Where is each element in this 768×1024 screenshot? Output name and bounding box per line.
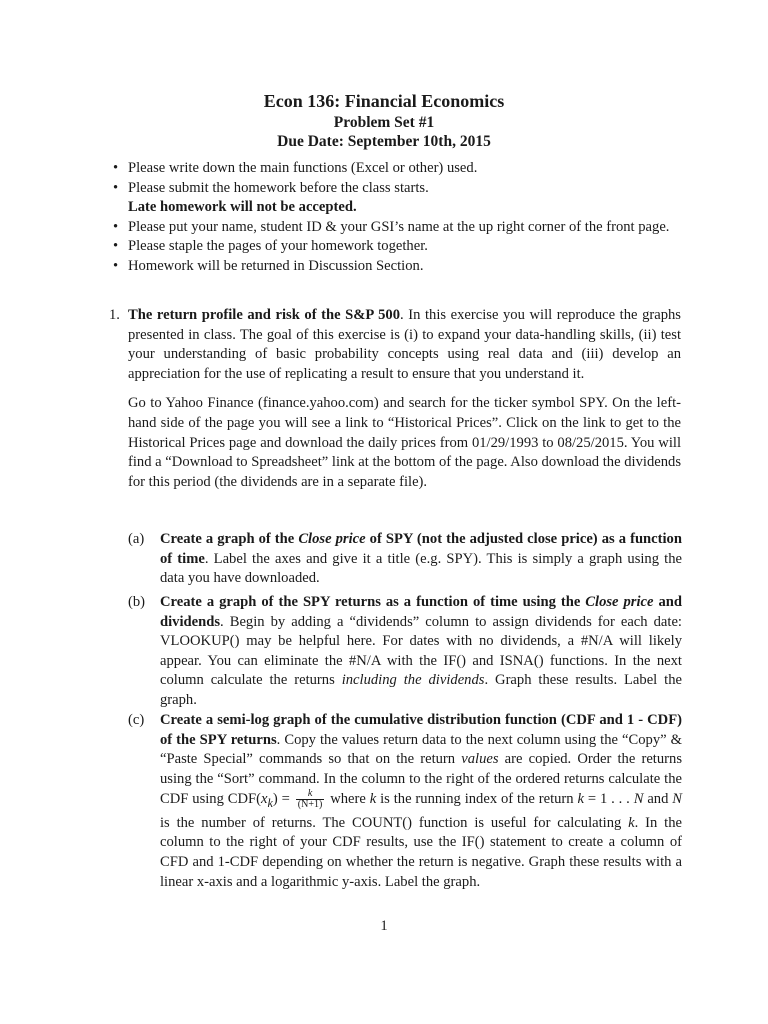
- due-date: Due Date: September 10th, 2015: [277, 133, 491, 150]
- cdf-fraction: $\frac{k}{(N+1)}$: [297, 788, 323, 811]
- part-a-body: Create a graph of the Close price of SPY (not the adjusted close price) as a function of time. Label the axes and give it a title (e.g. SPY). This is simply a graph using the data you have downloaded.: [160, 531, 682, 587]
- bullet-icon: •: [113, 179, 119, 196]
- bullet-icon: •: [113, 160, 119, 176]
- late-homework-warning: Late homework will not be accepted.: [128, 199, 357, 216]
- course-title: Econ 136: Financial Economics: [263, 91, 505, 111]
- instructions-list: [109, 159, 684, 277]
- part-b-body: Create a graph of the SPY returns as a function of time using the Close price and dividends. Begin by adding a “dividends” column to assign dividends for each date: VLOOKUP() may be helpful here. For dates with no dividends, a #N/A will likely appear. You can eliminate the #N/A with the IF() and ISNA() functions. In the next column calculate the returns including the dividends. Graph these results. Label the graph.: [160, 594, 682, 708]
- list-item: • Please submit the homework before the class starts. Late homework will not be accepted.: [109, 179, 684, 218]
- question-1-heading: The return profile and risk of the S&P 500: [128, 307, 401, 323]
- question-1-body: [128, 306, 681, 492]
- problem-set-title: Problem Set #1: [333, 114, 435, 131]
- question-number: 1.: [109, 307, 120, 323]
- part-a: [128, 530, 682, 589]
- bullet-icon: •: [113, 238, 119, 255]
- part-label: (a): [128, 531, 145, 547]
- part-b: [128, 593, 682, 711]
- list-item: • Please staple the pages of your homework together.: [109, 237, 684, 257]
- bullet-icon: •: [113, 218, 119, 235]
- question-1-instructions: Go to Yahoo Finance (finance.yahoo.com) and search for the ticker symbol SPY. On the left-hand side of the page you will see a link to “Historical Prices”. Click on the link to get to the Historical Prices page and download the daily prices from 01/29/1993 to 08/25/2015. You will find a “Download to Spreadsheet” link at the bottom of the page. Also download the dividends for this period (the dividends are in a separate file).: [128, 395, 681, 490]
- part-label: (c): [128, 712, 145, 728]
- bullet-icon: •: [113, 257, 119, 274]
- list-item: • Please write down the main functions (Excel or other) used.: [109, 159, 684, 179]
- part-label: (b): [128, 594, 146, 610]
- list-item: • Please put your name, student ID & your GSI’s name at the up right corner of the front page.: [109, 218, 684, 238]
- part-c-body: Create a semi-log graph of the cumulative distribution function (CDF and 1 - CDF) of the SPY returns. Copy the values return data to the next column using the “Copy” & “Paste Special” commands so that on the return values are copied. Order the returns using the “Sort” command. In the column to the right of the ordered returns calculate the CDF using $CDF(x_k)$ = $\frac{k}{(N+1)}$ where k is the running index of the return k = 1 . . . N and N is the number of returns. The COUNT() function is useful for calculating k. In the column to the right of your CDF results, use the IF() statement to create a column of CFD and 1-CDF depending on whether the return is negative. Graph these results with a linear x-axis and a logarithmic y-axis. Label the graph.: [160, 712, 683, 890]
- list-item: • Homework will be returned in Discussion Section.: [109, 257, 684, 277]
- question-1-intro: The return profile and risk of the S&P 500. In this exercise you will reproduce the graphs presented in class. The goal of this exercise is (i) to expand your data-handling skills, (ii) test your understanding of basic probability concepts using real data and (iii) develop an appreciation for the use of replicating a result to ensure that you understand it.: [128, 307, 681, 382]
- page-number: 1: [380, 918, 388, 934]
- part-c: [128, 711, 682, 892]
- question-1: [109, 306, 681, 492]
